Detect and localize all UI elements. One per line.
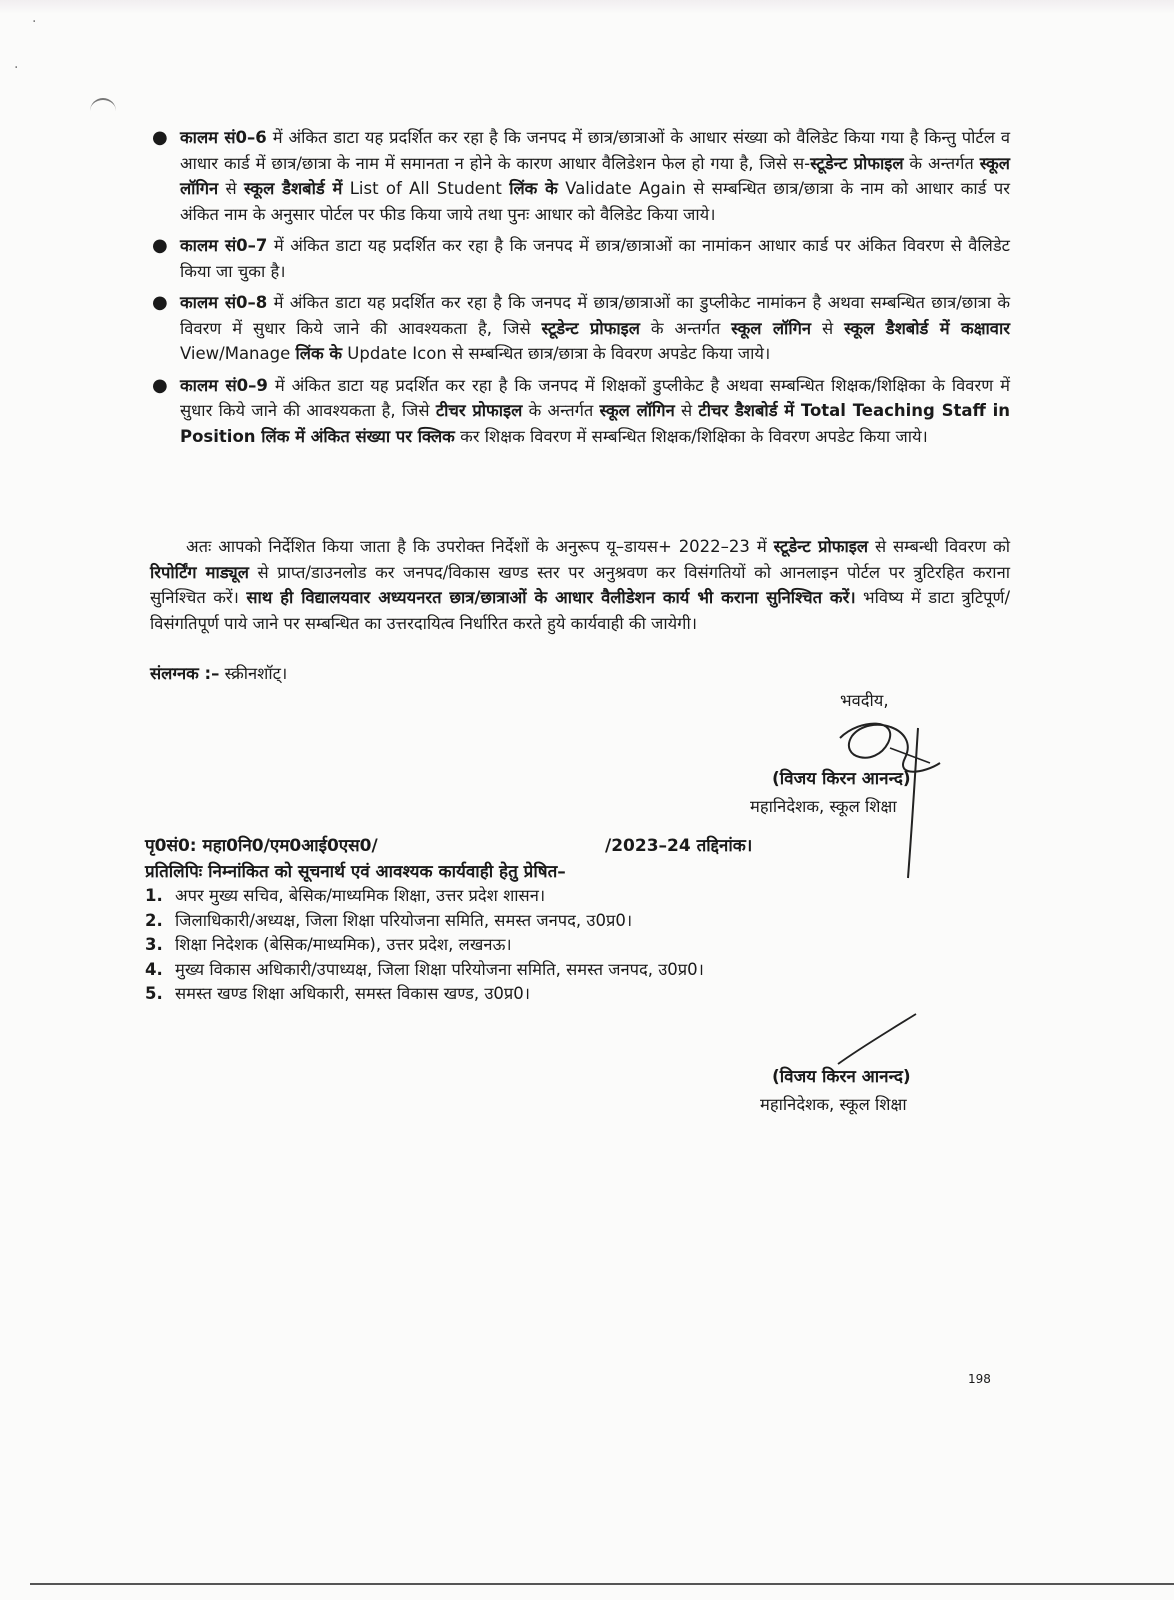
page-number: 198 (968, 1372, 991, 1386)
copy-recipient (145, 958, 704, 983)
enclosure-label: संलग्नक :– (150, 664, 220, 683)
note-text-run: टीचर प्रोफाइल (435, 401, 523, 420)
copy-number: 2. (145, 910, 163, 930)
copy-recipient (145, 884, 704, 909)
copy-number: 4. (145, 959, 163, 979)
copy-recipient (145, 982, 704, 1007)
note-text-run: स्कूल लॉगिन (731, 318, 812, 338)
copy-text: जिलाधिकारी/अध्यक्ष, जिला शिक्षा परियोजना समिति, समस्त जनपद, उ0प्र0। (175, 910, 633, 930)
note-text-run: लिंक के (509, 179, 558, 198)
note-text-run: के अन्तर्गत (903, 153, 980, 173)
conclusion-text-run: अतः आपको निर्देशित किया जाता है कि उपरोक्त निर्देशों के अनुरूप यू–डायस+ 2022–23 में (186, 537, 774, 556)
scan-edge-bottom (30, 1583, 1174, 1585)
column-note-item (150, 125, 1010, 227)
note-text-run: कर शिक्षक विवरण में सम्बन्धित शिक्षक/शिक्षिका के विवरण अपडेट किया जाये। (454, 426, 928, 446)
signatory-name-2: (विजय किरन आनन्द) (772, 1067, 911, 1087)
signatory-designation-2: महानिदेशक, स्कूल शिक्षा (760, 1095, 907, 1114)
copy-text: शिक्षा निदेशक (बेसिक/माध्यमिक), उत्तर प्रदेश, लखनऊ। (175, 935, 512, 954)
note-text-run: स्कूल डैशबोर्ड में कक्षावार (844, 318, 1011, 338)
scan-speck: · (32, 14, 37, 30)
column-note-item (150, 373, 1010, 450)
note-text-run: में अंकित डाटा यह प्रदर्शित कर रहा है कि जनपद में शिक्षकों डुप्लीकेट है अथवा सम्बन्धित शिक्षक/शिक्षिका के विवरण में सुधार किये जाने की आवश्यकता है, जिसे (180, 375, 1010, 420)
note-text-run: लिंक के (295, 344, 343, 363)
copy-text: अपर मुख्य सचिव, बेसिक/माध्यमिक शिक्षा, उत्तर प्रदेश शासन। (175, 886, 546, 905)
note-text-run: में अंकित डाटा यह प्रदर्शित कर रहा है कि जनपद में छात्र/छात्राओं के आधार संख्या को वैलिडेट किया गया है किन्तु पोर्टल व आधार कार्ड में छात्र/छात्रा के नाम में समानता न होने के कारण आधार वैलिडेशन फेल हो गया है, जिसे स- (180, 128, 1011, 173)
note-text-run: में अंकित डाटा यह प्रदर्शित कर रहा है कि जनपद में छात्र/छात्राओं का नामांकन आधार कार्ड पर अंकित विवरण से वैलिडेट किया जा चुका है। (180, 236, 1010, 281)
reference-date: /2023–24 तद्दिनांक। (605, 836, 753, 856)
copy-recipient (145, 933, 704, 958)
column-label: कालम सं0–6 (180, 128, 267, 147)
note-text-run: टीचर डैशबोर्ड में Total Teaching Staff in Position लिंक में अंकित संख्या पर क्लिक (180, 401, 1011, 446)
signatory-designation: महानिदेशक, स्कूल शिक्षा (750, 797, 897, 816)
conclusion-text-run: से प्राप्त/डाउनलोड कर जनपद/विकास खण्ड स्तर पर अनुश्रवण कर विसंगतियों को आनलाइन पोर्टल पर त्रुटिरहित कराना सुनिश्चित करें। (150, 562, 1010, 607)
column-label: कालम सं0–9 (180, 375, 268, 395)
note-text-run: के अन्तर्गत (639, 318, 732, 338)
note-text-run: स्कूल लॉगिन (599, 401, 675, 420)
scan-mark (90, 98, 116, 112)
copy-recipient-list (145, 884, 704, 1007)
handwritten-signature-2 (830, 1010, 920, 1070)
bullet-dot-icon: ● (152, 292, 168, 313)
conclusion-text-run: स्टूडेन्ट प्रोफाइल (773, 537, 869, 556)
note-text-run: View/Manage (180, 344, 296, 363)
note-text-run: Update Icon से सम्बन्धित छात्र/छात्रा के विवरण अपडेट किया जाये। (342, 344, 771, 363)
enclosure-line (150, 661, 287, 687)
reference-line (145, 833, 845, 856)
column-notes-list (150, 125, 1010, 455)
copy-number: 3. (145, 935, 163, 954)
conclusion-text-run: भविष्य में डाटा त्रुटिपूर्ण/विसंगतिपूर्ण पाये जाने पर सम्बन्धित का उत्तरदायित्व निर्धारित करते हुये कार्यवाही की जायेगी। (150, 588, 1010, 633)
bullet-dot-icon: ● (152, 374, 168, 396)
column-label: कालम सं0–8 (180, 293, 268, 312)
copy-heading: प्रतिलिपिः निम्नांकित को सूचनार्थ एवं आवश्यक कार्यवाही हेतु प्रेषित– (145, 862, 566, 882)
column-note-item (150, 233, 1010, 284)
signatory-name: (विजय किरन आनन्द) (772, 769, 911, 789)
note-text-run: स्कूल डैशबोर्ड में (244, 179, 343, 198)
note-text-run: स्टूडेन्ट प्रोफाइल (541, 318, 640, 338)
closing-salutation: भवदीय, (840, 691, 889, 710)
scan-edge-top (0, 0, 1174, 14)
conclusion-text-run: से सम्बन्धी विवरण को (868, 537, 1011, 556)
scan-speck: · (14, 60, 19, 76)
copy-text: समस्त खण्ड शिक्षा अधिकारी, समस्त विकास खण्ड, उ0प्र0। (175, 984, 531, 1003)
note-text-run: से (674, 401, 699, 420)
conclusion-paragraph (150, 534, 1010, 636)
note-text-run: स्कूल लॉगिन (180, 153, 1010, 198)
note-text-run: स्टूडेन्ट प्रोफाइल (810, 153, 904, 173)
conclusion-text-run: रिपोर्टिंग माड्यूल (150, 562, 249, 582)
note-text-run: से (218, 179, 245, 198)
note-text-run: से (811, 318, 845, 338)
column-label: कालम सं0–7 (180, 236, 268, 255)
copy-number: 1. (145, 886, 163, 905)
bullet-dot-icon: ● (152, 127, 168, 148)
note-text-run: Validate Again से सम्बन्धित छात्र/छात्रा के नाम को आधार कार्ड पर अंकित नाम के अनुसार पोर्टल पर फीड किया जाये तथा पुनः आधार को वैलिडेट किया जाये। (180, 179, 1010, 224)
copy-text: मुख्य विकास अधिकारी/उपाध्यक्ष, जिला शिक्षा परियोजना समिति, समस्त जनपद, उ0प्र0। (175, 959, 704, 979)
column-note-item (150, 290, 1010, 367)
reference-number: पृ0सं0: महा0नि0/एम0आई0एस0/ (145, 836, 378, 856)
copy-number: 5. (145, 984, 163, 1003)
enclosure-text: स्क्रीनशॉट्। (219, 664, 288, 683)
note-text-run: List of All Student (342, 179, 510, 198)
note-text-run: में अंकित डाटा यह प्रदर्शित कर रहा है कि जनपद में छात्र/छात्राओं का डुप्लीकेट नामांकन है अथवा सम्बन्धित छात्र/छात्रा के विवरण में सुधार किये जाने की आवश्यकता है, जिसे (180, 293, 1011, 338)
conclusion-text-run: साथ ही विद्यालयवार अध्ययनरत छात्र/छात्राओं के आधार वैलीडेशन कार्य भी कराना सुनिश्चित करें। (246, 588, 856, 607)
note-text-run: के अन्तर्गत (522, 401, 600, 420)
bullet-dot-icon: ● (152, 235, 168, 256)
copy-recipient (145, 909, 704, 934)
